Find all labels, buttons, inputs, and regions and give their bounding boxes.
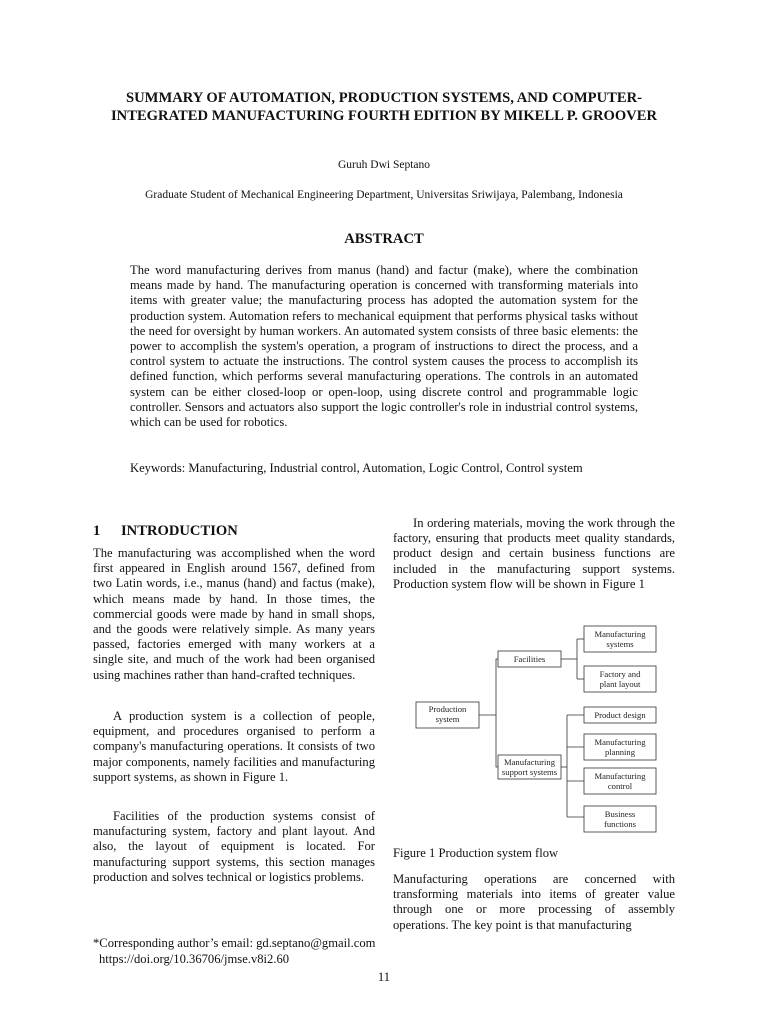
page-number: 11: [377, 970, 391, 984]
corresponding-author: *Corresponding author’s email: gd.septano@gmail.com: [93, 936, 376, 950]
node-label: planning: [604, 747, 636, 757]
node-label: systems: [606, 639, 634, 649]
node-label: Production: [428, 704, 467, 714]
author-name: Guruh Dwi Septano: [338, 159, 430, 171]
node-label: support systems: [501, 767, 558, 777]
node-label: Facilities: [513, 654, 546, 664]
keywords: Keywords: Manufacturing, Industrial control, Automation, Logic Control, Control system: [130, 461, 583, 475]
figure-1-diagram: [412, 617, 680, 835]
node-label: Manufacturing: [594, 771, 646, 781]
section-title: INTRODUCTION: [121, 523, 238, 539]
abstract-text: The word manufacturing derives from manus (hand) and factur (make), where the combination means made by hand. The manufacturing operation is concerned with transforming materials into items with greater value; the manufacturing process has adopted the automation system for the production system. Automation refers to mechanical equipment that performs physical tasks without the need for oversight by human workers. An automated system consists of three basic elements: the power to accomplish the system's operation, a program of instructions to direct the process, and a control system to actuate the instructions. The control system causes the process to accomplish its defined function, which performs several manufacturing operations. The controls in an automated system can be either closed-loop or open-loop, using discrete control and programmable logic controller. Sensors and actuators also support the logic controller's role in industrial control systems, which can be used for robotics.: [130, 263, 638, 430]
node-label: Product design: [594, 710, 646, 720]
node-label: Manufacturing: [594, 737, 646, 747]
node-label: Business: [604, 809, 636, 819]
node-label: system: [435, 714, 460, 724]
paper-title: SUMMARY OF AUTOMATION, PRODUCTION SYSTEMS, AND COMPUTER-INTEGRATED MANUFACTURING FOURTH EDITION BY MIKELL P. GROOVER: [111, 90, 657, 124]
abstract-heading: ABSTRACT: [344, 231, 424, 247]
node-label: plant layout: [599, 679, 641, 689]
node-label: Manufacturing: [594, 629, 646, 639]
intro-paragraph-1: The manufacturing was accomplished when the word first appeared in English around 1567, defined from two Latin words, i.e., manus (hand) and factus (make), which means made by hand. In those times, the commercial goods were made by hand in small shops, and the goods were relatively simple. As many years passed, factories emerged with many workers at a single site, and much of the work had been organised using machines rather than hand-crafted techniques.: [93, 546, 375, 682]
section-heading-introduction: [93, 523, 238, 540]
figure-caption: Figure 1 Production system flow: [393, 846, 559, 860]
node-label: Manufacturing: [503, 757, 556, 767]
doi-link[interactable]: https://doi.org/10.36706/jmse.v8i2.60: [99, 952, 290, 966]
right-paragraph-1: In ordering materials, moving the work through the factory, ensuring that products meet quality standards, product design and certain business functions are included in the manufacturing support systems. Production system flow will be shown in Figure 1: [393, 516, 675, 591]
intro-paragraph-3: Facilities of the production systems consist of manufacturing system, factory and plant layout. And also, the layout of equipment is located. For manufacturing support systems, this section manages production and solves technical or logistics problems.: [93, 809, 375, 884]
intro-paragraph-2: A production system is a collection of people, equipment, and procedures organised to perform a company's manufacturing operations. It consists of two major components, namely facilities and manufacturing support systems, as shown in Figure 1.: [93, 709, 375, 784]
section-number: 1: [93, 523, 101, 539]
node-label: control: [607, 781, 633, 791]
node-label: Factory and: [599, 669, 641, 679]
node-label: functions: [604, 819, 636, 829]
right-paragraph-2: Manufacturing operations are concerned with transforming materials into items of greater value through one or more processing of assembly operations. The key point is that manufacturing: [393, 872, 675, 932]
connector-root-facilities: [479, 659, 498, 715]
author-affiliation: Graduate Student of Mechanical Engineering Department, Universitas Sriwijaya, Palembang, Indonesia: [145, 189, 623, 201]
